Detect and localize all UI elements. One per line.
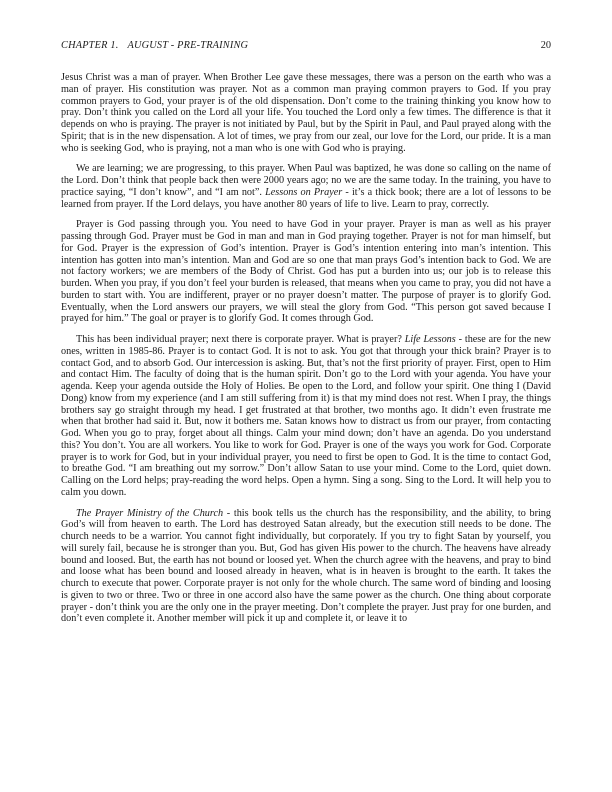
chapter-title: AUGUST - PRE-TRAINING	[127, 40, 249, 51]
text-run: - this book tells us the church has the responsibility, and the ability, to bring God’s will from heaven to earth. The Lord has destroyed Satan already, but the execution still needs to be done. The church needs to be a warrior. You cannot fight individually, but corporately. If you try to fight Satan by yourself, you will surely fail, because he is stronger than you. But, God has given His power to the church. The heavens have already bound and loosed. But, the earth has not bound or loosed yet. When the church agree with the heavens, and pray to bind and loose what has been bound and loosed already in heaven, what is in heaven is brought to the earth. It takes the church to execute that power. Corporate prayer is not only for the whole church. The same word of binding and loosing is given to two or three. Two or three in one accord also have the same power as the church. One thing about corporate prayer - don’t think you are the only one in the prayer meeting. Don’t complete the prayer. Just pray for one burden, and don’t even complete it. Another member will pick it up and complete it, or leave it to	[61, 507, 551, 625]
text-run: Jesus Christ was a man of prayer. When Brother Lee gave these messages, there was a person on the earth who was a man of prayer. His constitution was prayer. Not as a common man praying common prayers to God. If you pray common prayers to God, your prayer is of the old dispensation. Don’t come to the training thinking you know how to pray. Don’t think you called on the Lord all your life. You touched the Lord only a few times. The difference is that it depends on who is praying. The prayer is not initiated by Paul, but by the Spirit in Paul, and Paul prayed along with the Spirit; that is in the new dispensation. A lot of times, we pray from our zeal, our love for the Lord, our pride. It is a man who is seeking God, who is praying, not a man who is one with God who is praying.	[61, 72, 551, 154]
text-run: This has been individual prayer; next there is corporate prayer. What is prayer?	[76, 334, 405, 345]
paragraph	[61, 334, 551, 499]
paragraph	[61, 219, 551, 325]
text-run: - it’s a thick book; there are a lot of lessons to be learned from prayer. If the Lord delays, you have another 80 years of life to live. Learn to pray, correctly.	[61, 186, 551, 210]
paragraph	[61, 508, 551, 626]
paragraph	[61, 72, 551, 154]
text-run: We are learning; we are progressing, to this prayer. When Paul was baptized, he was done so calling on the name of the Lord. Don’t think that people back then were 2000 years ago; no we are the same today. In the training, you have to practice saying, “I don’t know”, and “I am not”.	[61, 163, 551, 198]
book-title-italic: The Prayer Ministry of the Church	[76, 507, 224, 519]
chapter-label: CHAPTER 1.	[61, 40, 119, 51]
book-title-italic: Life Lessons	[404, 334, 456, 345]
page-body	[61, 72, 551, 625]
paragraph	[61, 163, 551, 210]
book-title-italic: Lessons on Prayer	[265, 186, 343, 198]
page-number: 20	[540, 40, 551, 51]
chapter-heading	[61, 40, 248, 51]
text-run: Prayer is God passing through you. You need to have God in your prayer. Prayer is man as well as his prayer passing through God. Prayer must be God in man and man in God praying together. Prayer is not for man himself, but for God. Prayer is the expression of God’s intention. Prayer is God’s intention entering into man’s intention. This intention has gotten into man’s intention. Man and God are so one that man prays God’s intention back to God. We are not factory workers; we are members of the Body of Christ. God has put a burden into us; our job is to release this burden. When you pray, if you don’t feel your burden is released, that means when you came to pray, you did not have a burden to start with. You are indifferent, prayer or no prayer doesn’t matter. The purpose of prayer is to glorify God. Eventually, when the Lord answers our prayers, we will steal the glory from God. “This person got saved because I prayed for him.” The goal or prayer is to glorify God. It comes through God.	[61, 219, 551, 325]
text-run: - these are for the new ones, written in 1985-86. Prayer is to contact God. It is not to ask. You got that through your thick brain? Prayer is to contact God, and to absorb God. Our intercession is asking. But, that’s not the first priority of prayer. First, open to Him and contact Him. The faculty of doing that is the human spirit. Don’t go to the Lord with your agenda. You have your agenda. Keep your agenda outside the Holy of Holies. Be open to the Lord, and follow your spirit. One thing I (David Dong) know from my experience (and I am still suffering from it) is that my mind does not rest. When I pray, the things brothers say go straight through my head. I get frustrated at that brother, two months ago. It didn’t even frustrate me when that brother had said it. But, now it bothers me. Satan knows how to distract us from our prayer, from contacting God. When you go to pray, forget about all things. Calm your mind down; don’t have an agenda. Do you understand this? You don’t. You are all workers. You like to work for God. Prayer is one of the ways you work for God. Corporate prayer is to work for God, but in your individual prayer, you need to first be open to God. It is the time to contact God, to breathe God. “I am breathing out my sorrow.” Don’t allow Satan to use your mind. Come to the Lord, quiet down. Calling on the Lord helps; pray-reading the word helps. Open a hymn. Sing a song. Sing to the Lord. It will help you to calm you down.	[61, 334, 551, 498]
running-header	[61, 40, 551, 51]
